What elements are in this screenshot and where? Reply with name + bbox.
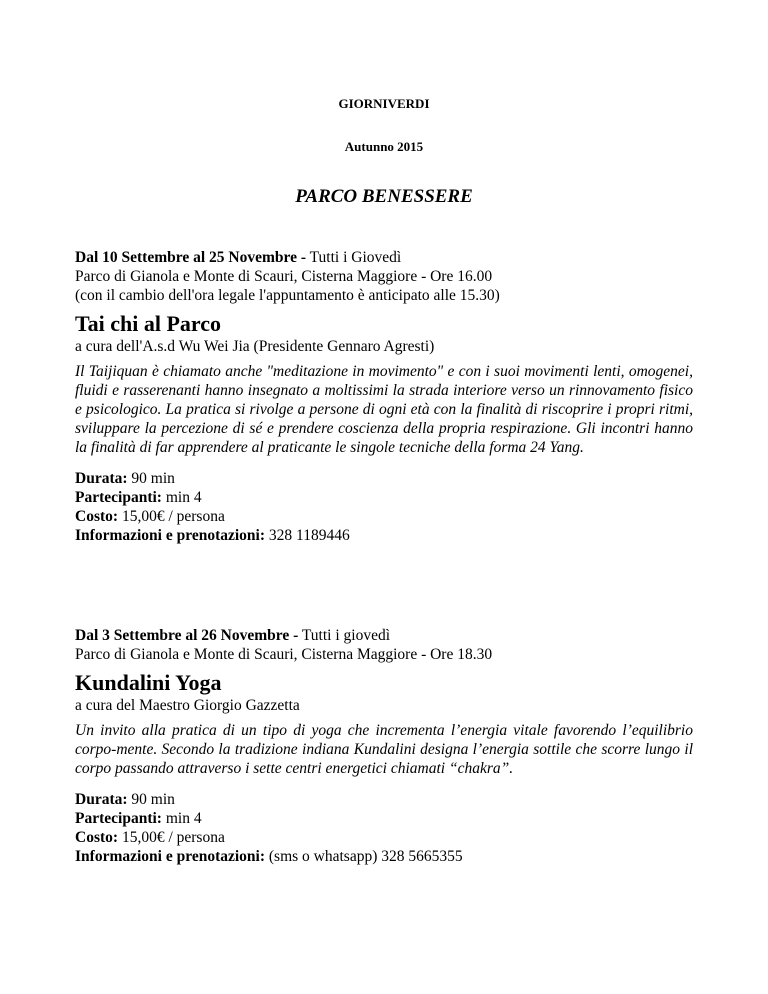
detail-label: Partecipanti: (75, 810, 162, 827)
event-tai-chi (75, 248, 693, 545)
event-date-line (75, 248, 693, 267)
detail-info (75, 847, 693, 866)
detail-label: Informazioni e prenotazioni: (75, 848, 266, 865)
detail-label: Durata: (75, 470, 128, 487)
detail-costo (75, 828, 693, 847)
event-note: (con il cambio dell'ora legale l'appuntamento è anticipato alle 15.30) (75, 287, 500, 304)
detail-value: min 4 (161, 810, 202, 827)
detail-partecipanti (75, 488, 693, 507)
detail-label: Partecipanti: (75, 489, 162, 506)
event-organizer: a cura del Maestro Giorgio Gazzetta (75, 697, 300, 714)
detail-label: Informazioni e prenotazioni: (75, 527, 266, 544)
detail-value: 90 min (127, 470, 175, 487)
detail-value: 15,00€ / persona (118, 508, 225, 525)
event-organizer: a cura dell'A.s.d Wu Wei Jia (Presidente Gennaro Agresti) (75, 338, 435, 355)
event-name: Kundalini Yoga (75, 670, 222, 695)
event-kundalini-yoga (75, 626, 693, 866)
event-details (75, 469, 693, 545)
event-description: Un invito alla pratica di un tipo di yoga che incrementa l’energia vitale favorendo l’equilibrio corpo-mente. Secondo la tradizione indiana Kundalini designa l’energia sottile che scorre lungo il corpo passando attraverso i sette centri energetici chiamati “chakra”. (75, 722, 693, 777)
detail-value: 15,00€ / persona (118, 829, 225, 846)
event-date-recurrence: Tutti i giovedì (298, 627, 391, 644)
event-description: Il Taijiquan è chiamato anche "meditazione in movimento" e con i suoi movimenti lenti, omogenei, fluidi e rasserenanti hanno insegnato a moltissimi la strada interiore verso un rinnovamento fisico e psicologico. La pratica si rivolge a persone di ogni età con la finalità di riscoprire i propri ritmi, sviluppare la percezione di sé e prendere coscienza della propria respirazione. Gli incontri hanno la finalità di far apprendere al praticante le singole tecniche della forma 24 Yang. (75, 363, 693, 456)
detail-value: 328 1189446 (265, 527, 350, 544)
event-date-range: Dal 10 Settembre al 25 Novembre - (75, 249, 307, 266)
page-title: PARCO BENESSERE (295, 186, 473, 207)
detail-durata (75, 469, 693, 488)
event-date-range: Dal 3 Settembre al 26 Novembre - (75, 627, 299, 644)
event-details (75, 790, 693, 866)
event-location: Parco di Gianola e Monte di Scauri, Cisterna Maggiore - Ore 18.30 (75, 646, 493, 663)
detail-label: Costo: (75, 508, 119, 525)
header-title: GIORNIVERDI (338, 96, 430, 111)
detail-value: min 4 (161, 489, 202, 506)
event-name: Tai chi al Parco (75, 311, 222, 336)
detail-partecipanti (75, 809, 693, 828)
event-location: Parco di Gianola e Monte di Scauri, Cisterna Maggiore - Ore 16.00 (75, 268, 493, 285)
event-date-line (75, 626, 693, 645)
detail-label: Costo: (75, 829, 119, 846)
detail-info (75, 526, 693, 545)
event-date-recurrence: Tutti i Giovedì (306, 249, 402, 266)
detail-value: 90 min (127, 791, 175, 808)
detail-costo (75, 507, 693, 526)
detail-value: (sms o whatsapp) 328 5665355 (265, 848, 463, 865)
detail-label: Durata: (75, 791, 128, 808)
detail-durata (75, 790, 693, 809)
header-season: Autunno 2015 (344, 139, 424, 154)
